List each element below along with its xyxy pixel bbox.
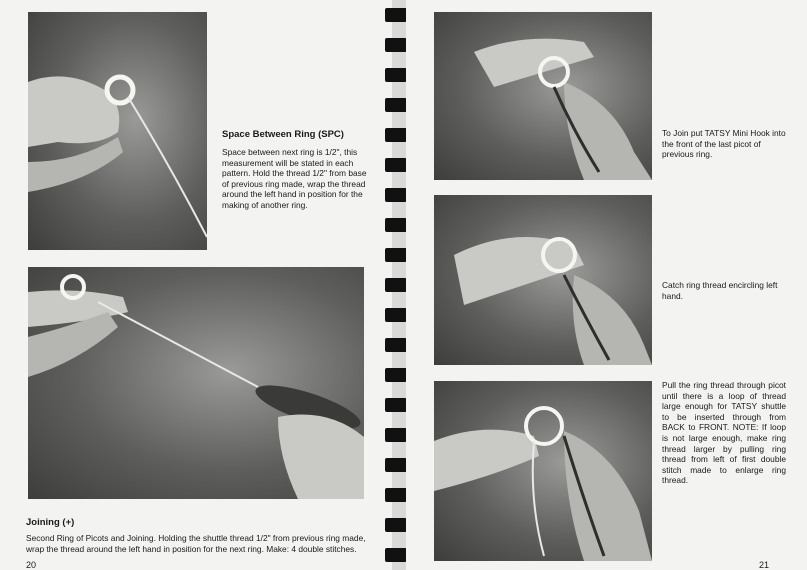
hands-catching-thread-illustration <box>434 195 652 365</box>
caption-join: To Join put TATSY Mini Hook into the front of the last picot of previous ring. <box>662 128 786 160</box>
photo-join-mini-hook <box>434 12 652 180</box>
page-number-left: 20 <box>26 560 37 570</box>
joining-text: Second Ring of Picots and Joining. Holding the shuttle thread 1/2" from previous ring made, wrap the thread around the left hand in position for the next ring. Make: 4 double stitches. <box>26 533 366 554</box>
caption-pull: Pull the ring thread through picot until there is a loop of thread large enough for TATSY shuttle to be inserted through from BACK to FRONT. NOTE: If loop is not large enough, make ring thread larger by pulling ring thread from left of first double stitch made to enlarge ring thread. <box>662 380 786 486</box>
photo-pull-ring-thread <box>434 381 652 561</box>
photo-joining <box>28 267 364 499</box>
hands-pulling-thread-illustration <box>434 381 652 561</box>
left-page <box>0 0 392 570</box>
hand-with-ring-illustration <box>28 12 207 250</box>
caption-catch: Catch ring thread encircling left hand. <box>662 280 778 301</box>
hand-with-shuttle-illustration <box>28 267 364 499</box>
joining-heading: Joining (+) <box>26 517 75 528</box>
right-page <box>406 0 807 570</box>
spc-text: Space between next ring is 1/2", this measurement will be stated in each pattern. Hold the thread 1/2" from base of previous ring made, wrap the thread around the left hand in position for the making of another ring. <box>222 147 367 210</box>
hands-with-mini-hook-illustration <box>434 12 652 180</box>
photo-catch-ring-thread <box>434 195 652 365</box>
photo-space-between-ring <box>28 12 207 250</box>
spc-heading: Space Between Ring (SPC) <box>222 129 344 140</box>
page-number-right: 21 <box>759 560 770 570</box>
